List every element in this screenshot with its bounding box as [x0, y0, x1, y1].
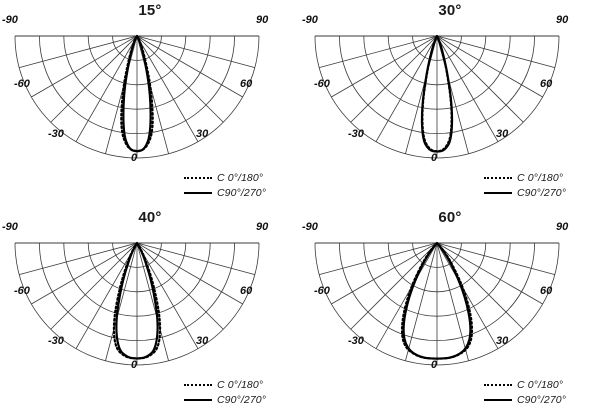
- polar-chart-panel: [0, 207, 300, 414]
- polar-chart-panel: [0, 0, 300, 207]
- axis-label-plus-30: 30: [196, 128, 209, 140]
- panel-title: 40°: [138, 209, 162, 226]
- axis-label-zero: 0: [131, 359, 138, 371]
- polar-chart-panel: [300, 207, 600, 414]
- axis-label-minus-90: -90: [2, 14, 18, 26]
- legend-label: C90°/270°: [217, 393, 266, 406]
- legend-item: [184, 378, 296, 393]
- axis-label-minus-60: -60: [314, 78, 330, 90]
- legend-label: C90°/270°: [517, 393, 566, 406]
- axis-label-minus-30: -30: [348, 128, 364, 140]
- axis-label-minus-30: -30: [48, 128, 64, 140]
- panel-title: 30°: [438, 2, 462, 19]
- axis-label-plus-30: 30: [496, 128, 509, 140]
- dotted-line-icon: [184, 384, 212, 386]
- legend-label: C 0°/180°: [517, 171, 564, 184]
- polar-plot: [300, 20, 600, 175]
- axis-label-plus-90: 90: [556, 14, 569, 26]
- polar-chart-panel: [300, 0, 600, 207]
- legend-label: C 0°/180°: [517, 378, 564, 391]
- polar-plot: [0, 227, 300, 382]
- axis-label-plus-30: 30: [196, 335, 209, 347]
- legend-item: [184, 186, 296, 201]
- axis-label-plus-90: 90: [256, 221, 269, 233]
- polar-plot: [0, 20, 300, 175]
- polar-plot: [300, 227, 600, 382]
- panel-title: 15°: [138, 2, 162, 19]
- axis-label-plus-60: 60: [240, 285, 253, 297]
- legend-label: C90°/270°: [517, 186, 566, 199]
- legend-label: C90°/270°: [217, 186, 266, 199]
- axis-label-zero: 0: [131, 152, 138, 164]
- legend-item: [184, 393, 296, 408]
- chart-legend: [484, 171, 596, 201]
- axis-label-minus-60: -60: [14, 285, 30, 297]
- axis-label-minus-30: -30: [348, 335, 364, 347]
- solid-line-icon: [184, 192, 212, 194]
- chart-legend: [184, 378, 296, 408]
- dotted-line-icon: [484, 384, 512, 386]
- axis-label-plus-60: 60: [240, 78, 253, 90]
- legend-item: [184, 171, 296, 186]
- axis-label-zero: 0: [431, 359, 438, 371]
- dotted-line-icon: [184, 177, 212, 179]
- solid-line-icon: [184, 399, 212, 401]
- chart-legend: [184, 171, 296, 201]
- axis-label-minus-60: -60: [14, 78, 30, 90]
- legend-item: [484, 171, 596, 186]
- axis-label-plus-30: 30: [496, 335, 509, 347]
- dotted-line-icon: [484, 177, 512, 179]
- axis-label-minus-90: -90: [2, 221, 18, 233]
- legend-item: [484, 186, 596, 201]
- legend-label: C 0°/180°: [217, 378, 264, 391]
- axis-label-minus-60: -60: [314, 285, 330, 297]
- chart-legend: [484, 378, 596, 408]
- legend-item: [484, 393, 596, 408]
- axis-label-minus-90: -90: [302, 14, 318, 26]
- axis-label-plus-60: 60: [540, 285, 553, 297]
- solid-line-icon: [484, 192, 512, 194]
- axis-label-zero: 0: [431, 152, 438, 164]
- legend-label: C 0°/180°: [217, 171, 264, 184]
- panel-title: 60°: [438, 209, 462, 226]
- axis-label-minus-30: -30: [48, 335, 64, 347]
- solid-line-icon: [484, 399, 512, 401]
- legend-item: [484, 378, 596, 393]
- axis-label-minus-90: -90: [302, 221, 318, 233]
- axis-label-plus-90: 90: [256, 14, 269, 26]
- axis-label-plus-60: 60: [540, 78, 553, 90]
- axis-label-plus-90: 90: [556, 221, 569, 233]
